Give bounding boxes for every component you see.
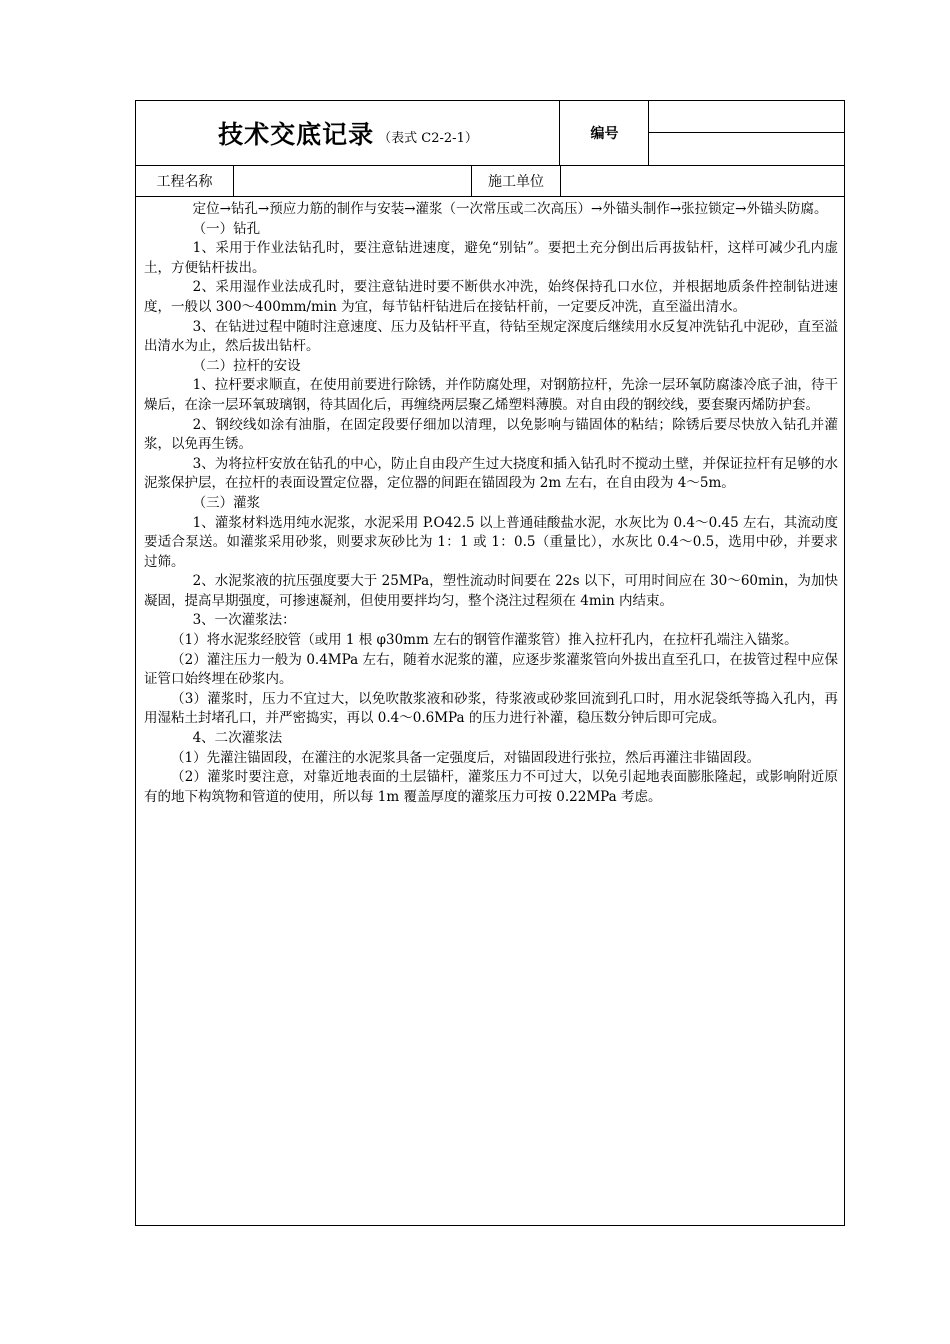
- drilling-item-3: 3、在钻进过程中随时注意速度、压力及钻杆平直，待钻至规定深度后继续用水反复冲洗钻孔中泥砂，直至溢出清水为止，然后拔出钻杆。: [144, 318, 838, 355]
- tie-rod-item-2: 2、钢绞线如涂有油脂，在固定段要仔细加以清理，以免影响与锚固体的粘结；除锈后要尽快放入钻孔并灌浆，以免再生锈。: [144, 416, 838, 453]
- tie-rod-item-3: 3、为将拉杆安放在钻孔的中心，防止自由段产生过大挠度和插入钻孔时不搅动土壁，并保证拉杆有足够的水泥浆保护层，在拉杆的表面设置定位器，定位器的间距在锚固段为 2m 左右，在自由段为 4～5m。: [144, 455, 838, 492]
- drilling-item-1: 1、采用于作业法钻孔时，要注意钻进速度，避免“别钻”。要把土充分倒出后再拔钻杆，这样可减少孔内虚土，方便钻杆拔出。: [144, 240, 838, 276]
- drilling-item-2: 2、采用湿作业法成孔时，要注意钻进时要不断供水冲洗，始终保持孔口水位，并根据地质条件控制钻进速度，一般以 300～400mm/min 为宜，每节钻杆钻进后在接钻杆前，一定要反冲洗，直至溢出清水。: [144, 279, 838, 315]
- section-heading-grouting: （三）灌浆: [192, 494, 261, 511]
- serial-number-value: [650, 134, 844, 164]
- section-heading-tie-rod: （二）拉杆的安设: [192, 357, 301, 374]
- form-code: （表式 C2-2-1）: [378, 130, 478, 146]
- secondary-grouting-step-2: （2）灌浆时要注意，对靠近地表面的土层锚杆，灌浆压力不可过大，以免引起地表面膨胀隆起，或影响附近原有的地下构筑物和管道的使用，所以每 1m 覆盖厚度的灌浆压力可按 0.22MPa 考虑。: [144, 769, 838, 805]
- grouting-item-2: 2、水泥浆液的抗压强度要大于 25MPa，塑性流动时间要在 22s 以下，可用时间应在 30～60min，为加快凝固，提高早期强度，可掺速凝剂，但使用要拌均匀，整个浇注过程须在 4min 内结束。: [144, 573, 838, 609]
- grouting-item-1: 1、灌浆材料选用纯水泥浆，水泥采用 P.O42.5 以上普通硅酸盐水泥，水灰比为 0.4～0.45 左右，其流动度要适合泵送。如灌浆采用砂浆，则要求灰砂比为 1：1 或 1：0.5（重量比），水灰比 0.4～0.5，选用中砂，并要求过筛。: [144, 514, 838, 570]
- construction-unit-label: 施工单位: [488, 174, 544, 190]
- grouting-item-3: 3、一次灌浆法：: [192, 612, 296, 629]
- technical-briefing-form: [135, 100, 845, 1226]
- single-grouting-step-3: （3）灌浆时，压力不宜过大，以免吹散浆液和砂浆，待浆液或砂浆回流到孔口时，用水泥袋纸等捣入孔内，再用湿粘土封堵孔口，并严密捣实，再以 0.4～0.6MPa 的压力进行补灌，稳压数分钟后即可完成。: [144, 690, 838, 727]
- project-name-label: 工程名称: [156, 174, 213, 190]
- serial-number-label: 编号: [590, 126, 619, 142]
- form-title: 技术交底记录: [218, 120, 375, 149]
- grouting-item-4: 4、二次灌浆法: [192, 730, 283, 747]
- form-title-cell: [136, 101, 560, 165]
- project-name-value: [234, 166, 471, 196]
- info-row-bottom-line: [136, 196, 845, 197]
- serial-split-line: [648, 132, 845, 133]
- process-flow-paragraph: 定位→钻孔→预应力筋的制作与安装→灌浆（一次常压或二次高压）→外锚头制作→张拉锁定→外锚头防腐。: [192, 201, 828, 217]
- briefing-content: [144, 200, 838, 807]
- secondary-grouting-step-1: （1）先灌注锚固段，在灌注的水泥浆具备一定强度后，对锚固段进行张拉，然后再灌注非锚固段。: [171, 749, 761, 766]
- section-heading-drilling: （一）钻孔: [192, 220, 261, 237]
- construction-unit-value: [561, 166, 845, 196]
- single-grouting-step-2: （2）灌注压力一般为 0.4MPa 左右，随着水泥浆的灌，应逐步浆灌浆管向外拔出直至孔口，在拔管过程中应保证管口始终埋在砂浆内。: [144, 651, 838, 688]
- tie-rod-item-1: 1、拉杆要求顺直，在使用前要进行除锈，并作防腐处理，对钢筋拉杆，先涂一层环氧防腐漆冷底子油，待干燥后，在涂一层环氧玻璃钢，待其固化后，再缠绕两层聚乙烯塑料薄膜。对自由段的钢绞线，要套聚丙烯防护套。: [144, 377, 838, 413]
- single-grouting-step-1: （1）将水泥浆经胶管（或用 1 根 φ30mm 左右的钢管作灌浆管）推入拉杆孔内，在拉杆孔端注入锚浆。: [171, 632, 798, 649]
